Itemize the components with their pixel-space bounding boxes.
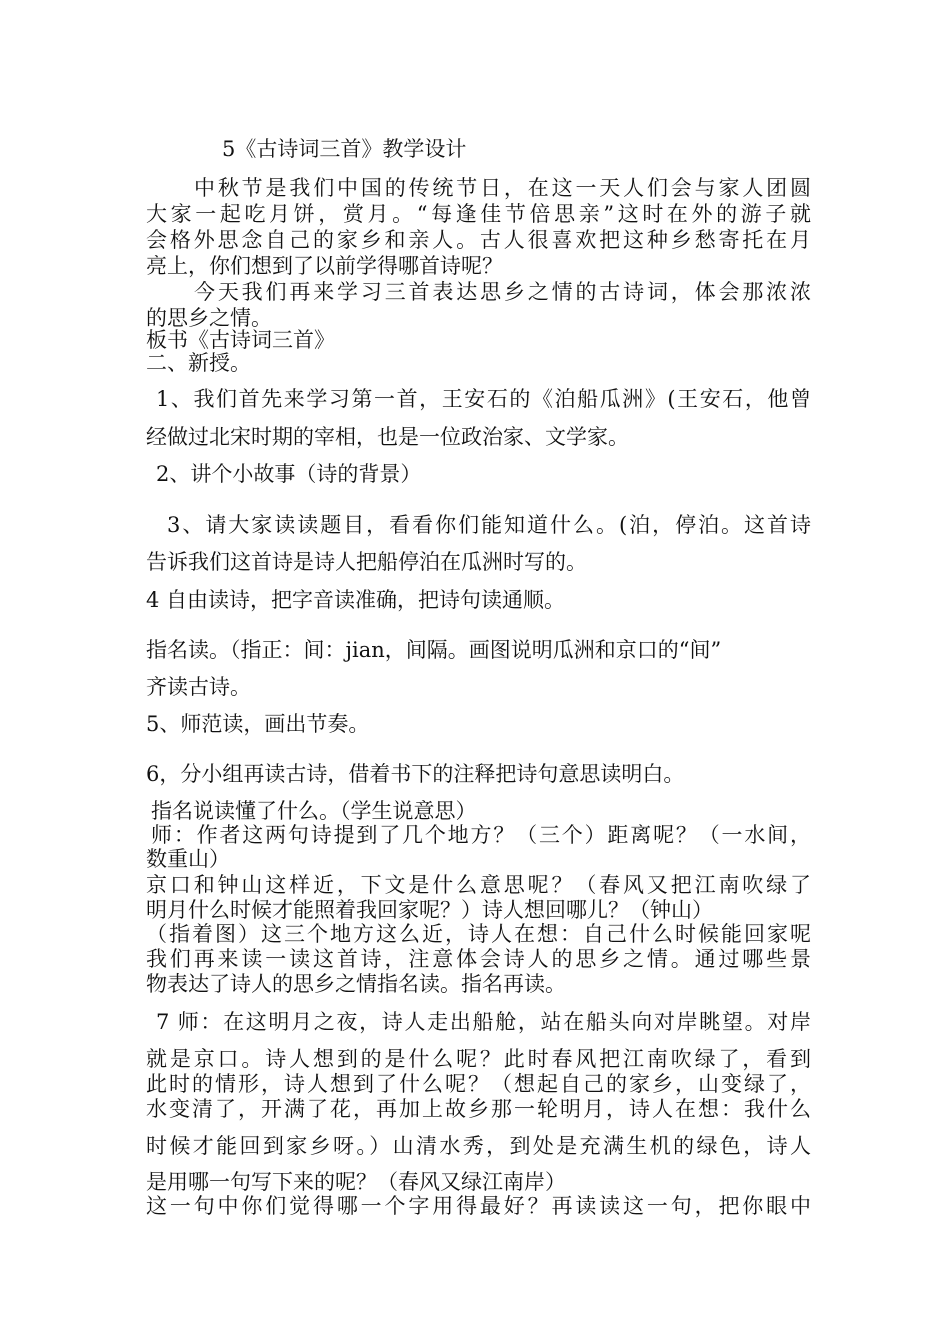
text-line: 明月什么时候才能照着我回家呢？）诗人想回哪儿？（钟山） [146,898,713,922]
text-line: 物表达了诗人的思乡之情指名读。指名再读。 [146,972,566,996]
text-line: 板书《古诗词三首》 [146,328,335,352]
text-line: 时候才能回到家乡呀。）山清水秀，到处是充满生机的绿色，诗人 [146,1134,811,1158]
text-line: 二、新授。 [146,351,251,375]
text-line: 师：作者这两句诗提到了几个地方？（三个）距离呢？（一水间， [151,823,811,847]
text-line: 大家一起吃月饼，赏月。“每逢佳节倍思亲”这时在外的游子就 [146,202,811,226]
text-line: 6，分小组再读古诗，借着书下的注释把诗句意思读明白。 [146,762,685,786]
text-line: 齐读古诗。 [146,675,251,699]
text-line: 5、师范读，画出节奏。 [146,712,370,736]
text-line: 指名读。（指正：间：jian，间隔。画图说明瓜洲和京口的“间” [146,638,722,662]
text-line: 3、请大家读读题目，看看你们能知道什么。(泊，停泊。这首诗 [167,513,811,537]
text-line: （指着图）这三个地方这么近，诗人在想：自己什么时候能回家呢 [146,922,811,946]
text-line: 今天我们再来学习三首表达思乡之情的古诗词，体会那浓浓 [194,280,811,304]
document-title: 5《古诗词三首》教学设计 [222,137,467,161]
text-line: 京口和钟山这样近，下文是什么意思呢？（春风又把江南吹绿了 [146,873,811,897]
text-line: 亮上，你们想到了以前学得哪首诗呢？ [146,254,503,278]
text-line: 数重山） [146,847,230,871]
text-line: 1、我们首先来学习第一首，王安石的《泊船瓜洲》(王安石，他曾 [156,387,811,411]
text-line: 会格外思念自己的家乡和亲人。古人很喜欢把这种乡愁寄托在月 [146,228,811,252]
text-line: 此时的情形，诗人想到了什么呢？（想起自己的家乡，山变绿了， [146,1072,811,1096]
text-line: 是用哪一句写下来的呢？（春风又绿江南岸） [146,1170,566,1194]
text-line: 告诉我们这首诗是诗人把船停泊在瓜洲时写的。 [146,550,587,574]
text-line: 水变清了，开满了花，再加上故乡那一轮明月，诗人在想：我什么 [146,1097,811,1121]
text-line: 这一句中你们觉得哪一个字用得最好？再读读这一句，把你眼中 [146,1194,811,1218]
text-line: 就是京口。诗人想到的是什么呢？此时春风把江南吹绿了，看到 [146,1047,811,1071]
text-line: 指名说读懂了什么。（学生说意思） [151,799,477,823]
text-line: 2、讲个小故事（诗的背景） [156,462,422,486]
text-line: 中秋节是我们中国的传统节日，在这一天人们会与家人团圆 [194,176,811,200]
text-line: 4 自由读诗，把字音读准确，把诗句读通顺。 [146,588,566,612]
text-line: 经做过北宋时期的宰相，也是一位政治家、文学家。 [146,425,629,449]
text-line: 的思乡之情。 [146,306,272,330]
text-line: 7 师：在这明月之夜，诗人走出船舱，站在船头向对岸眺望。对岸 [156,1010,811,1034]
text-line: 我们再来读一读这首诗，注意体会诗人的思乡之情。通过哪些景 [146,947,811,971]
